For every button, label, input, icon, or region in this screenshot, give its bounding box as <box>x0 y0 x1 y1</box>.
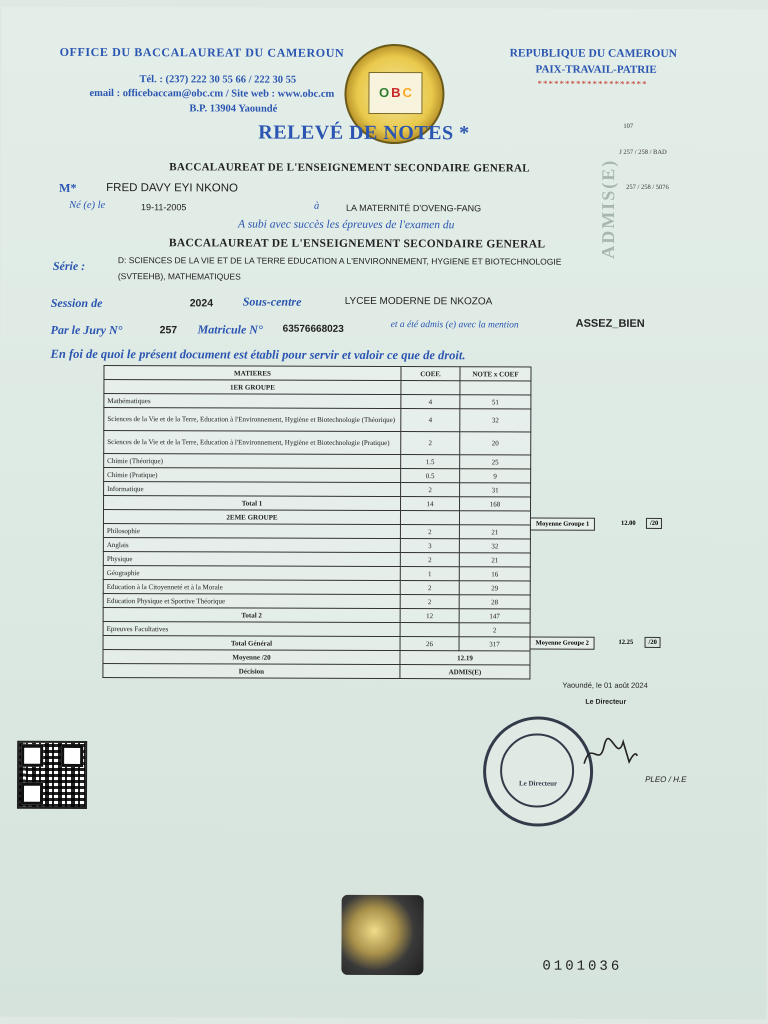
header-subjects: MATIERES <box>104 366 401 381</box>
coef-cell: 26 <box>400 637 459 651</box>
exam-heading: BACCALAUREAT DE L'ENSEIGNEMENT SECONDAIRE GENERAL <box>169 161 530 175</box>
moyenne-groupe2-value: 12.25 <box>618 638 634 646</box>
note-cell: 31 <box>460 483 531 497</box>
qr-finder-bottom-left <box>21 783 43 805</box>
table-row <box>104 394 531 409</box>
subject-cell: Total 1 <box>104 496 401 511</box>
header-note-coef: NOTE x COEF <box>460 367 531 381</box>
validity-statement: En foi de quoi le présent document est établi pour servir et valoir ce que de droit. <box>50 346 466 363</box>
coef-cell <box>400 623 459 637</box>
stamp-center-text: Le Directeur <box>518 779 558 788</box>
jury-number: 257 <box>159 324 178 337</box>
candidate-title-label: M* <box>59 180 77 195</box>
note-cell: 51 <box>460 395 531 409</box>
note-cell: 25 <box>460 455 531 469</box>
moyenne-groupe2-outof: /20 <box>645 637 661 648</box>
candidate-name: FRED DAVY EYI NKONO <box>106 182 239 195</box>
decision-row <box>103 664 530 679</box>
place-and-date: Yaoundé, le 01 août 2024 <box>562 680 648 690</box>
subject-cell: Total 2 <box>103 608 400 623</box>
qr-code <box>17 741 87 809</box>
seal-letter-c: C <box>402 85 412 101</box>
note-cell: 21 <box>459 553 530 567</box>
coef-cell: 3 <box>400 539 459 553</box>
label-cell: Moyenne /20 <box>103 650 400 665</box>
value-cell: 12.19 <box>400 651 530 665</box>
coef-cell: 2 <box>401 432 460 455</box>
session-label: Session de <box>50 295 103 311</box>
coef-cell: 2 <box>400 525 459 539</box>
group1-title: 1ER GROUPE <box>104 380 401 395</box>
note-cell: 16 <box>459 567 530 581</box>
motto-stars: ******************** <box>537 78 648 89</box>
subject-cell: Physique <box>103 552 400 567</box>
moyenne-groupe1-outof: /20 <box>646 518 662 529</box>
table-row <box>104 482 531 497</box>
director-signature <box>579 734 639 774</box>
moyenne-groupe1-label: Moyenne Groupe 1 <box>530 518 595 531</box>
official-round-stamp <box>483 716 593 826</box>
born-label: Né (e) le <box>69 199 106 212</box>
passed-statement: A subi avec succès les épreuves de l'examen du <box>237 218 455 232</box>
subject-cell: Chimie (Pratique) <box>104 468 401 483</box>
moyenne-groupe2-label: Moyenne Groupe 2 <box>530 637 595 650</box>
note-cell: 28 <box>459 595 530 609</box>
admis-vertical-stamp: ADMIS(E) <box>597 158 619 259</box>
table-header-row <box>104 366 531 381</box>
subject-cell: Anglais <box>103 538 400 553</box>
table-row <box>103 524 530 539</box>
note-cell: 317 <box>459 637 530 651</box>
subject-cell: Sciences de la Vie et de la Terre, Education à l'Environnement, Hygiène et Biotechnologie (Théorique) <box>104 408 401 432</box>
table-row <box>103 538 530 553</box>
subcentre-value: LYCEE MODERNE DE NKOZOA <box>344 295 493 308</box>
coef-cell: 4 <box>401 409 460 432</box>
subject-cell: Informatique <box>104 482 401 497</box>
moyenne-row <box>103 650 530 665</box>
document-sheet <box>0 7 768 1020</box>
coef-cell: 4 <box>401 395 460 409</box>
label-cell: Décision <box>103 664 400 679</box>
birth-date: 19-11-2005 <box>141 202 187 213</box>
subject-cell: Mathématiques <box>104 394 401 409</box>
coef-cell: 2 <box>401 483 460 497</box>
subject-cell: Sciences de la Vie et de la Terre, Education à l'Environnement, Hygiène et Biotechnologie (Pratique) <box>104 431 401 455</box>
subject-cell: Chimie (Théorique) <box>104 454 401 469</box>
birth-at-label: à <box>314 200 320 212</box>
seal-letter-o: O <box>378 84 390 101</box>
table-row <box>103 566 530 581</box>
reference-number-2: J 257 / 258 / BAD <box>619 148 667 156</box>
group2-title-row <box>103 510 530 525</box>
total2-row <box>103 608 530 623</box>
empty-cell <box>401 381 460 395</box>
note-cell: 9 <box>460 469 531 483</box>
subject-cell: Education Physique et Sportive Théorique <box>103 594 400 609</box>
note-cell <box>459 511 530 525</box>
subject-cell: 2EME GROUPE <box>103 510 400 525</box>
coef-cell: 1 <box>400 567 459 581</box>
table-row <box>104 431 531 455</box>
moyenne-groupe1-value: 12.00 <box>620 519 636 527</box>
office-email: email : officebaccam@obc.cm / Site web : www.obc.cm <box>89 87 335 100</box>
empty-cell <box>460 381 531 395</box>
coef-cell: 2 <box>400 553 459 567</box>
office-telephone: Tél. : (237) 222 30 55 66 / 222 30 55 <box>139 74 297 86</box>
coef-cell: 0.5 <box>401 469 460 483</box>
national-motto: PAIX-TRAVAIL-PATRIE <box>535 63 657 76</box>
note-cell: 168 <box>460 497 531 511</box>
office-postal-box: B.P. 13904 Yaoundé <box>189 103 278 115</box>
qr-finder-top-left <box>21 745 43 767</box>
table-row <box>103 594 530 609</box>
coef-cell: 14 <box>401 497 460 511</box>
facultatives-row <box>103 622 530 637</box>
coef-cell: 12 <box>400 609 459 623</box>
republic-name: REPUBLIQUE DU CAMEROUN <box>509 47 678 61</box>
coef-cell: 2 <box>400 595 459 609</box>
document-title: RELEVÉ DE NOTES * <box>258 121 470 145</box>
stamp-inner-ring <box>500 733 574 807</box>
mention-value: ASSEZ_BIEN <box>575 317 645 330</box>
serie-label: Série : <box>52 258 86 273</box>
subcentre-label: Sous-centre <box>242 294 302 309</box>
subject-cell: Education à la Citoyenneté et à la Morale <box>103 580 400 595</box>
grades-table <box>102 365 531 679</box>
note-cell: 32 <box>459 539 530 553</box>
serie-value-line2: (SVTEEHB), MATHEMATIQUES <box>117 271 241 282</box>
coef-cell: 1.5 <box>401 455 460 469</box>
table-row <box>104 454 531 469</box>
subject-cell: Total Général <box>103 636 400 651</box>
office-name: OFFICE DU BACCALAUREAT DU CAMEROUN <box>59 44 345 60</box>
note-cell: 32 <box>460 409 531 432</box>
note-cell: 2 <box>459 623 530 637</box>
coef-cell: 2 <box>400 581 459 595</box>
total-general-row <box>103 636 530 651</box>
coef-cell <box>400 511 459 525</box>
serie-value-line1: D: SCIENCES DE LA VIE ET DE LA TERRE EDUCATION A L'ENVIRONNEMENT, HYGIENE ET BIOTECHNOLOGIE <box>117 255 562 267</box>
matricule-number: 63576668023 <box>282 323 344 335</box>
admitted-mention-label: et a été admis (e) avec la mention <box>390 320 519 331</box>
table-row <box>103 580 530 595</box>
subject-cell: Epreuves Facultatives <box>103 622 400 637</box>
note-cell: 20 <box>460 432 531 455</box>
reference-number-1: 107 <box>623 122 634 130</box>
session-year: 2024 <box>189 297 214 310</box>
seal-letter-b: B <box>391 85 401 101</box>
subject-cell: Philosophie <box>103 524 400 539</box>
birth-place: LA MATERNITÉ D'OVENG-FANG <box>346 202 482 214</box>
note-cell: 21 <box>459 525 530 539</box>
table-row <box>104 468 531 483</box>
seal-letters <box>368 72 422 114</box>
qr-finder-top-right <box>61 745 83 767</box>
header-coef: COEF. <box>401 367 460 381</box>
serial-number: 0101036 <box>542 958 623 975</box>
table-row <box>103 552 530 567</box>
subject-cell: Géographie <box>103 566 400 581</box>
group1-title-row <box>104 380 531 395</box>
director-title: Le Directeur <box>585 698 627 706</box>
matricule-label: Matricule N° <box>197 322 263 337</box>
value-cell: ADMIS(E) <box>400 665 530 679</box>
table-row <box>104 408 531 432</box>
signature-name: PLEO / H.E <box>645 774 687 785</box>
reference-number-3: 257 / 258 / 5076 <box>626 183 669 191</box>
note-cell: 29 <box>459 581 530 595</box>
jury-label: Par le Jury N° <box>50 322 123 338</box>
total1-row <box>104 496 531 511</box>
note-cell: 147 <box>459 609 530 623</box>
exam-heading-2: BACCALAUREAT DE L'ENSEIGNEMENT SECONDAIRE GENERAL <box>168 237 546 251</box>
hologram-security-seal <box>341 895 423 975</box>
